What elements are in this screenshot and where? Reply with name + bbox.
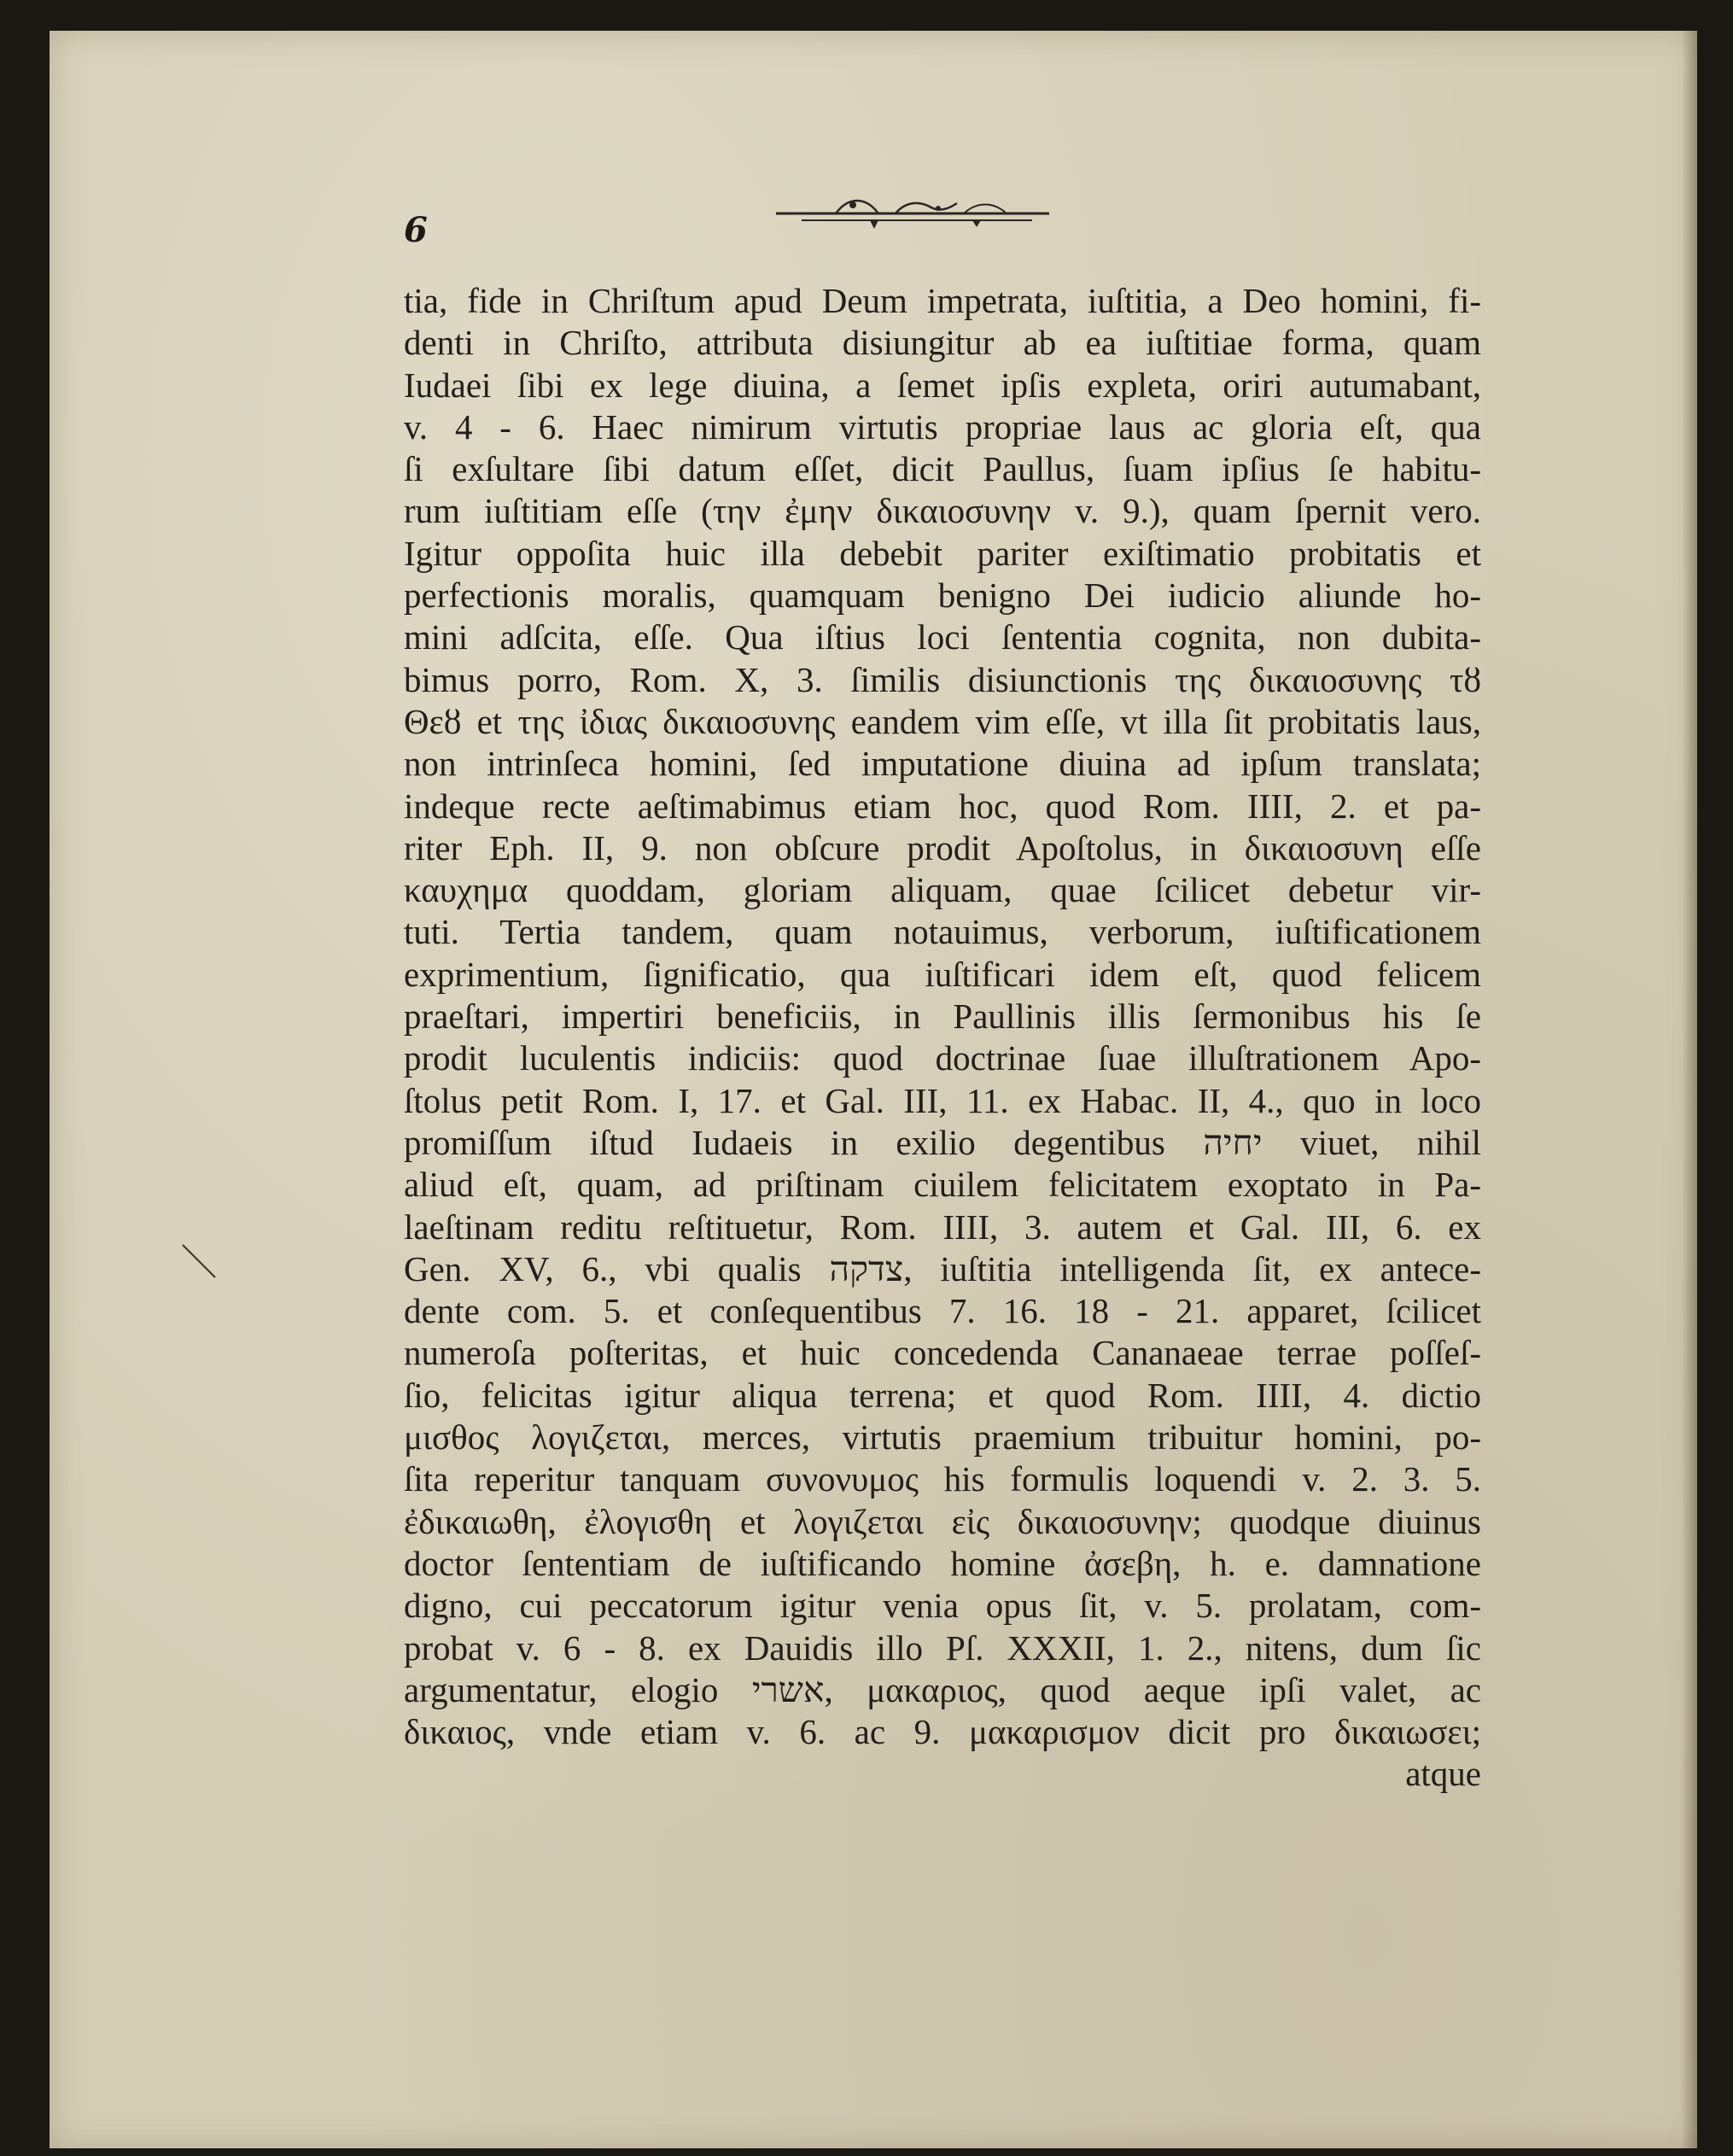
text-line: ſio, felicitas igitur aliqua terrena; et quod Rom. IIII, 4. dictio [404,1375,1481,1415]
text-line: Gen. XV, 6., vbi qualis צדקה, iuſtitia intelligenda ſit, ex antece- [404,1248,1481,1288]
text-line: rum iuſtitiam eſſe (την ἐμην δικαιοσυνην v. 9.), quam ſpernit vero. [404,491,1481,531]
paper-fiber-mark-icon [181,1243,219,1281]
text-line: digno, cui peccatorum igitur venia opus ſit, v. 5. prolatam, com- [404,1586,1481,1626]
text-line: probat v. 6 - 8. ex Dauidis illo Pſ. XXXII, 1. 2., nitens, dum ſic [404,1627,1481,1668]
text-line: ſi exſultare ſibi datum eſſet, dicit Paullus, ſuam ipſius ſe habitu- [404,449,1481,489]
text-line: riter Eph. II, 9. non obſcure prodit Apoſtolus, in δικαιοσυνη eſſe [404,827,1481,868]
text-line: non intrinſeca homini, ſed imputatione diuina ad ipſum translata; [404,744,1481,784]
text-line: Iudaei ſibi ex lege diuina, a ſemet ipſis expleta, oriri autumabant, [404,365,1481,405]
book-page [50,31,1697,2148]
text-line: numeroſa poſteritas, et huic concedenda Cananaeae terrae poſſeſ- [404,1333,1481,1373]
text-line: Θεȣ et της ἰδιας δικαιοσυνης eandem vim eſſe, vt illa ſit probitatis laus, [404,701,1481,741]
text-line: dente com. 5. et conſequentibus 7. 16. 18 - 21. apparet, ſcilicet [404,1291,1481,1331]
text-line: ἐδικαιωθη, ἐλογισθη et λογιζεται εἰς δικαιοσυνην; quodque diuinus [404,1501,1481,1541]
text-line: tuti. Tertia tandem, quam notauimus, verborum, iuſtificationem [404,912,1481,952]
text-line: καυχημα quoddam, gloriam aliquam, quae ſcilicet debetur vir- [404,870,1481,910]
text-line: perfectionis moralis, quamquam benigno Dei iudicio aliunde ho- [404,576,1481,616]
text-line: Igitur oppoſita huic illa debebit pariter exiſtimatio probitatis et [404,533,1481,573]
page-edge-shadow [1682,31,1697,2148]
text-line: μισθος λογιζεται, merces, virtutis praemium tribuitur homini, po- [404,1417,1481,1458]
text-line: mini adſcita, eſſe. Qua iſtius loci ſententia cognita, non dubita- [404,617,1481,657]
text-line: δικαιος, vnde etiam v. 6. ac 9. μακαρισμον dicit pro δικαιωσει; [404,1712,1481,1752]
text-line: prodit luculentis indiciis: quod doctrinae ſuae illuſtrationem Apo- [404,1038,1481,1078]
text-line: indeque recte aeſtimabimus etiam hoc, quod Rom. IIII, 2. et pa- [404,786,1481,826]
text-line: promiſſum iſtud Iudaeis in exilio degentibus יחיה viuet, nihil [404,1122,1481,1162]
text-line: exprimentium, ſignificatio, qua iuſtificari idem eſt, quod felicem [404,954,1481,994]
text-line: bimus porro, Rom. X, 3. ſimilis disiunctionis της δικαιοσυνης τȣ [404,659,1481,699]
page-header [353,176,1462,253]
text-line: doctor ſententiam de iuſtificando homine ἀσεβη, h. e. damnatione [404,1543,1481,1583]
text-line: v. 4 - 6. Haec nimirum virtutis propriae laus ac gloria eſt, qua [404,406,1481,447]
text-line: praeſtari, impertiri beneficiis, in Paullinis illis ſermonibus his ſe [404,996,1481,1037]
text-line: aliud eſt, quam, ad priſtinam ciuilem felicitatem exoptato in Pa- [404,1165,1481,1205]
catchword: atque [1405,1754,1481,1794]
main-text [404,280,1481,1796]
text-line: ſita reperitur tanquam συνονυμος his formulis loquendi v. 2. 3. 5. [404,1459,1481,1499]
text-line: denti in Chriſto, attributa disiungitur ab ea iuſtitiae forma, quam [404,323,1481,363]
text-line: tia, fide in Chriſtum apud Deum impetrata, iuſtitia, a Deo homini, fi- [404,281,1481,320]
text-line: ſtolus petit Rom. I, 17. et Gal. III, 11. ex Habac. II, 4., quo in loco [404,1080,1481,1120]
floral-rule-ornament-icon [767,188,1058,231]
text-line: argumentatur, elogio אשרי, μακαριος, quod aeque ipſi valet, ac [404,1669,1481,1709]
text-line: laeſtinam reditu reſtituetur, Rom. IIII, 3. autem et Gal. III, 6. ex [404,1207,1481,1247]
page-number: 6 [404,210,428,250]
